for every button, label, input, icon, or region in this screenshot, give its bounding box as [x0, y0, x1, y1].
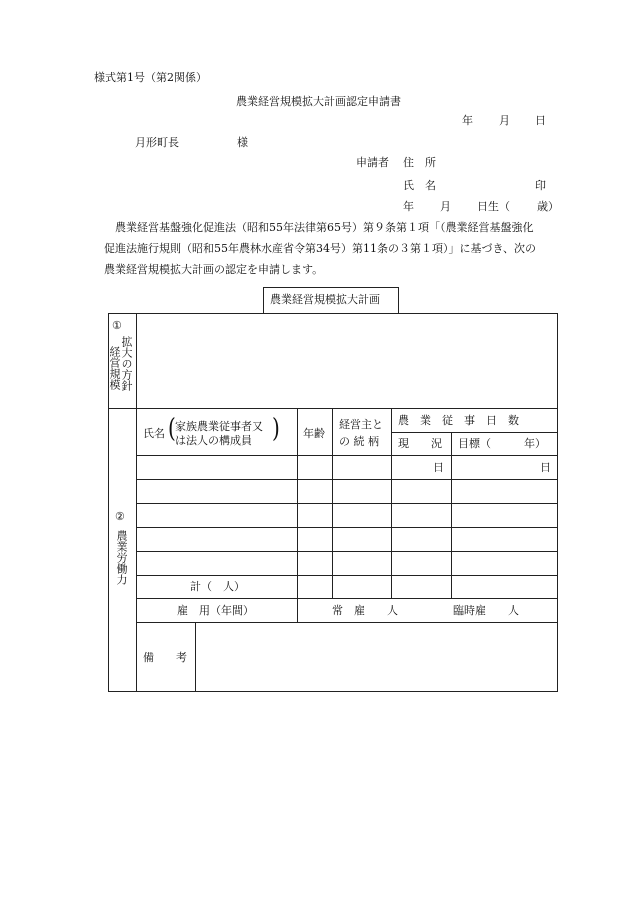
col-current: 現 況: [398, 437, 442, 450]
days-subheader-line: [391, 432, 558, 433]
date-day: 日: [535, 114, 546, 127]
total-label: 計（ 人）: [190, 580, 245, 593]
addressee-suffix: 様: [237, 136, 248, 149]
col-age: 年齢: [303, 427, 325, 440]
date-month: 月: [499, 114, 510, 127]
bracket-right: ): [272, 412, 280, 444]
col-relation-2: の 続 柄: [339, 435, 379, 448]
document-title: 農業経営規模拡大計画認定申請書: [236, 95, 401, 108]
name-label: 氏 名: [403, 179, 436, 192]
unit-day-target: 日: [540, 461, 551, 474]
regular-employees: 常 雇 人: [332, 604, 398, 617]
body-line-3: 農業経営規模拡大計画の認定を申請します。: [104, 263, 324, 276]
section2-label: 農業労働力: [115, 530, 128, 585]
col-line-name: [297, 408, 298, 622]
addressee: 月形町長: [135, 136, 179, 149]
temporary-employees: 臨時雇 人: [453, 604, 519, 617]
bracket-left: (: [168, 412, 176, 444]
col-days: 農 業 従 事 日 数: [398, 414, 519, 427]
employment-label: 雇 用（年間）: [177, 604, 254, 617]
row-line: [136, 622, 558, 623]
body-line-1: 農業経営基盤強化促進法（昭和55年法律第65号）第９条第１項「（農業経営基盤強化: [104, 221, 534, 234]
row-line: [136, 503, 558, 504]
birth-day: 日生（: [477, 200, 510, 213]
col-line-relation: [391, 408, 392, 598]
row-line: [136, 551, 558, 552]
form-number: 様式第1号（第2関係）: [94, 71, 207, 84]
body-line-2: 促進法施行規則（昭和55年農林水産省令第34号）第11条の３第１項）」に基づき、次の: [104, 242, 537, 255]
col-target: 目標（ 年）: [458, 437, 546, 450]
section1-label-a: 拡大の方針: [120, 336, 133, 391]
remarks-label: 備 考: [143, 651, 187, 664]
remarks-line: [195, 622, 196, 692]
col-name-note-2: は法人の構成員: [175, 434, 252, 447]
applicant-label: 申請者: [356, 156, 389, 169]
plan-caption: 農業経営規模拡大計画: [270, 293, 380, 306]
birth-month: 月: [440, 200, 451, 213]
col-name: 氏名: [143, 427, 165, 440]
row-line: [136, 598, 558, 599]
birth-year: 年: [403, 200, 414, 213]
col-relation-1: 経営主と: [339, 418, 383, 431]
row-line: [136, 455, 558, 456]
date-year: 年: [462, 114, 473, 127]
unit-day-current: 日: [433, 461, 444, 474]
section-divider: [108, 408, 558, 409]
section2-number: ②: [115, 510, 125, 523]
col-line-age: [332, 408, 333, 598]
age: 歳）: [537, 200, 559, 213]
col-name-note-1: 家族農業従事者又: [175, 420, 263, 433]
section1-number: ①: [112, 319, 122, 332]
row-line: [136, 527, 558, 528]
address-label: 住 所: [403, 156, 436, 169]
section1-label-b: 経営規模: [108, 346, 121, 390]
row-line: [136, 479, 558, 480]
row-line: [136, 575, 558, 576]
col-line-current: [451, 432, 452, 598]
seal-mark: 印: [535, 179, 546, 192]
